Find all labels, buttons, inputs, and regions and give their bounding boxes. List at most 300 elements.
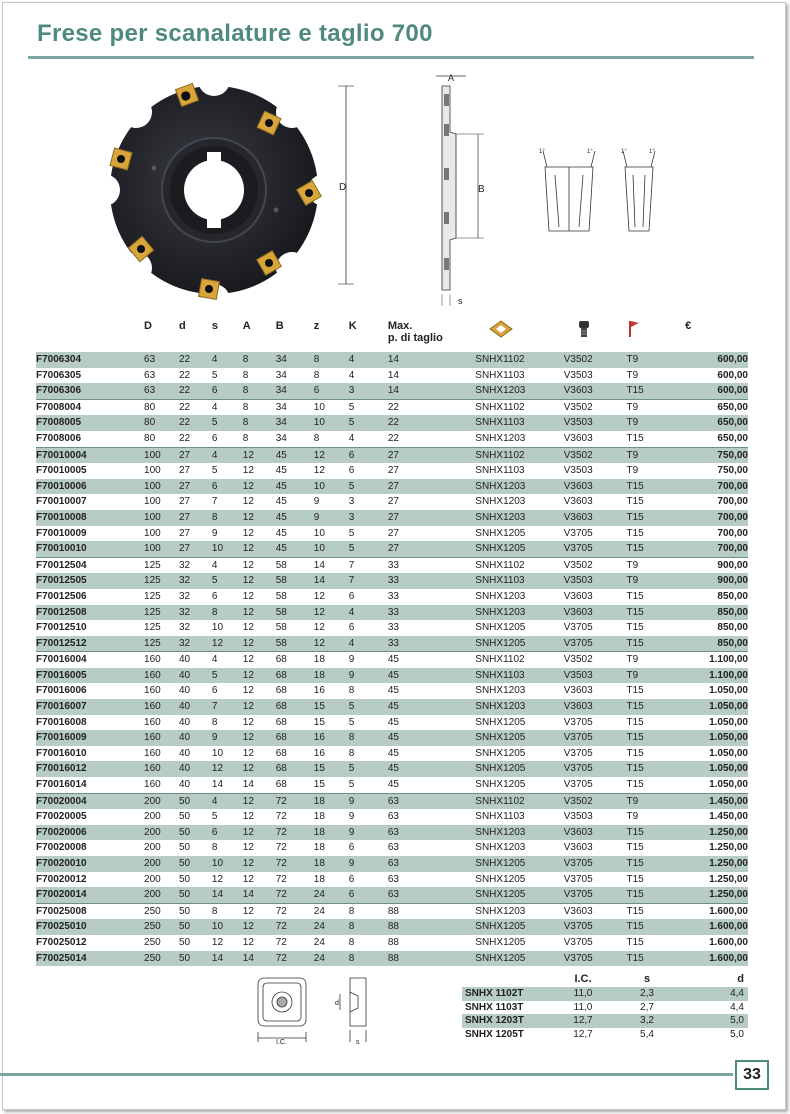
table-row: [36, 793, 748, 809]
cell-price: 900,00: [685, 557, 748, 573]
cell-K: 5: [348, 527, 355, 539]
spec-cell-name: SNHX 1102T: [462, 987, 552, 1001]
cell-s: 7: [212, 699, 243, 715]
cell-insert: SNHX1205: [475, 527, 526, 539]
cell-key: T15: [626, 622, 644, 634]
cell-d: 22: [179, 369, 191, 381]
table-row: [36, 352, 748, 368]
spec-cell-s: 2,7: [640, 1001, 654, 1013]
cell-B: 72: [275, 936, 287, 948]
cell-price: 1.050,00: [709, 779, 748, 791]
cell-insert: SNHX1103: [475, 369, 525, 381]
cell-B: 58: [276, 636, 314, 652]
cell-z: 18: [313, 873, 325, 885]
insert-drawing: [254, 974, 384, 1046]
cell-K: 5: [349, 415, 388, 431]
cell-screw: V3502: [564, 793, 627, 809]
table-row: [36, 919, 748, 935]
cell-price: 850,00: [717, 590, 748, 602]
cell-z: 18: [314, 793, 349, 809]
cell-z: 12: [313, 590, 325, 602]
cell-z: 18: [314, 668, 349, 684]
cell-D: 100: [144, 479, 179, 495]
cell-key: T15: [627, 919, 686, 935]
cell-price: 850,00: [717, 622, 748, 634]
cell-screw: V3603: [563, 432, 593, 444]
cell-B: 34: [275, 432, 287, 444]
cell-K: 8: [349, 919, 388, 935]
cell-D: 100: [144, 527, 161, 539]
cell-s: 6: [212, 479, 243, 495]
cell-B: 58: [275, 590, 287, 602]
cell-screw: V3603: [564, 510, 627, 526]
cell-d: 40: [179, 668, 212, 684]
spec-cell-s: 2,3: [614, 987, 680, 1001]
cell-D: 250: [144, 919, 179, 935]
cell-key: T15: [626, 685, 644, 697]
cell-max: 33: [388, 573, 475, 589]
cell-B: 68: [275, 716, 287, 728]
table-row: [36, 825, 748, 841]
cell-d: 50: [179, 936, 191, 948]
cell-s: 4: [212, 793, 243, 809]
cell-max: 63: [387, 842, 399, 854]
cell-key: T9: [627, 652, 686, 668]
cell-insert: SNHX1102: [475, 652, 563, 668]
table-row: [36, 510, 748, 526]
table-row: [36, 746, 748, 762]
cell-code: F7006304: [36, 352, 144, 368]
cell-price: 1.050,00: [709, 685, 748, 697]
table-row: [36, 415, 748, 431]
col-code: [36, 318, 144, 352]
cell-d: 50: [179, 793, 212, 809]
cell-d: 32: [179, 636, 212, 652]
cell-K: 6: [348, 622, 355, 634]
cell-z: 15: [314, 761, 349, 777]
col-A: A: [242, 320, 251, 332]
cell-screw: V3603: [564, 699, 627, 715]
cell-max: 22: [388, 415, 475, 431]
cell-z: 16: [313, 747, 325, 759]
cell-key: T15: [627, 951, 686, 967]
cell-code: F70010005: [36, 465, 87, 477]
spec-cell-d: 4,4: [680, 987, 748, 1001]
cell-insert: SNHX1203: [475, 903, 563, 919]
col-D: D: [144, 320, 152, 332]
cell-B: 72: [275, 811, 287, 823]
cell-code: F70016012: [36, 761, 144, 777]
cell-code: F70012505: [36, 573, 144, 589]
table-row: [36, 903, 748, 919]
cell-screw: V3705: [563, 527, 593, 539]
cell-price: 1.050,00: [685, 761, 748, 777]
cell-z: 14: [314, 557, 349, 573]
cell-B: 58: [276, 557, 314, 573]
spec-header-row: [462, 970, 748, 987]
cell-D: 200: [144, 793, 179, 809]
cell-A: 12: [243, 510, 276, 526]
cell-insert: SNHX1205: [475, 636, 563, 652]
cell-price: 850,00: [685, 605, 748, 621]
cell-d: 22: [179, 383, 212, 399]
cell-key: T15: [627, 479, 686, 495]
cell-insert: SNHX1203: [475, 605, 563, 621]
cell-code: F70016008: [36, 716, 87, 728]
spec-cell-name: SNHX 1103T: [465, 1001, 524, 1013]
cell-key: T15: [626, 432, 644, 444]
cell-key: T15: [626, 873, 644, 885]
cell-A: 8: [243, 399, 276, 415]
cell-d: 50: [179, 951, 212, 967]
cell-K: 3: [349, 383, 388, 399]
cell-key: T15: [626, 779, 644, 791]
cell-key: T15: [627, 699, 686, 715]
col-K: K: [348, 320, 357, 332]
cell-K: 9: [349, 793, 388, 809]
cell-K: 6: [349, 887, 388, 903]
cell-screw: V3705: [564, 919, 627, 935]
cell-insert: SNHX1203: [475, 383, 563, 399]
cell-s: 8: [211, 716, 218, 728]
cell-K: 5: [349, 541, 388, 557]
cell-insert: SNHX1103: [475, 415, 563, 431]
table-row: [36, 840, 748, 856]
cell-D: 160: [144, 652, 179, 668]
cell-z: 16: [314, 730, 349, 746]
product-table-body: [36, 352, 748, 966]
cell-screw: V3503: [564, 668, 627, 684]
cell-max: 88: [387, 936, 399, 948]
cell-key: T15: [627, 730, 686, 746]
cell-screw: V3705: [563, 936, 593, 948]
cell-D: 125: [144, 557, 179, 573]
cell-key: T9: [627, 573, 686, 589]
cell-screw: V3503: [564, 415, 627, 431]
angle-detail-diagram: [525, 145, 670, 240]
cell-s: 10: [211, 747, 224, 759]
cell-key: T15: [627, 636, 686, 652]
cell-B: 72: [275, 842, 287, 854]
cell-price: 1.050,00: [709, 747, 748, 759]
cell-insert: SNHX1205: [475, 919, 563, 935]
spec-cell-ic: 11,0: [552, 987, 614, 1001]
cell-z: 24: [314, 903, 349, 919]
cell-A: 12: [242, 936, 254, 948]
cell-screw: V3603: [563, 590, 593, 602]
cell-code: F70020004: [36, 793, 144, 809]
spec-cell-d: 5,0: [680, 1014, 748, 1028]
cell-s: 12: [212, 761, 243, 777]
cell-price: 1.450,00: [685, 793, 748, 809]
cell-s: 5: [212, 415, 243, 431]
cell-max: 45: [388, 652, 475, 668]
table-row: [36, 605, 748, 621]
cell-D: 100: [144, 447, 179, 463]
cell-insert: SNHX1205: [475, 716, 526, 728]
cell-s: 6: [211, 685, 218, 697]
cell-d: 27: [179, 479, 212, 495]
cell-screw: V3705: [563, 779, 593, 791]
cell-z: 10: [314, 415, 349, 431]
cell-key: T15: [626, 527, 644, 539]
cell-price: 600,00: [685, 383, 748, 399]
table-row: [36, 479, 748, 495]
cell-B: 45: [276, 541, 314, 557]
screw-icon: [578, 320, 590, 338]
cell-screw: V3603: [563, 496, 593, 508]
cell-d: 40: [179, 699, 212, 715]
cell-s: 9: [211, 527, 218, 539]
cell-d: 27: [179, 510, 212, 526]
cell-code: F70010007: [36, 496, 87, 508]
cell-max: 63: [388, 825, 475, 841]
cell-s: 14: [212, 887, 243, 903]
cell-K: 6: [348, 590, 355, 602]
cell-D: 160: [144, 685, 161, 697]
cell-A: 12: [242, 685, 254, 697]
cell-insert: SNHX1205: [475, 730, 563, 746]
page-number: 33: [735, 1060, 769, 1090]
cell-A: 12: [243, 793, 276, 809]
cell-A: 8: [242, 369, 249, 381]
cell-K: 3: [348, 496, 355, 508]
cell-K: 5: [348, 716, 355, 728]
cell-B: 45: [276, 479, 314, 495]
cell-key: T9: [627, 557, 686, 573]
cell-B: 68: [276, 761, 314, 777]
cell-screw: V3603: [564, 605, 627, 621]
cell-price: 700,00: [717, 527, 748, 539]
cell-D: 160: [144, 699, 179, 715]
table-row: [36, 573, 748, 589]
col-s: s: [211, 320, 219, 332]
cell-max: 27: [388, 510, 475, 526]
cell-price: 750,00: [717, 465, 748, 477]
cell-d: 50: [179, 887, 212, 903]
cell-d: 40: [179, 779, 191, 791]
cell-A: 14: [243, 951, 276, 967]
cell-screw: V3705: [563, 716, 593, 728]
cell-code: F70020010: [36, 856, 144, 872]
cell-D: 200: [144, 811, 161, 823]
cell-screw: V3502: [564, 447, 627, 463]
table-row: [36, 809, 748, 825]
table-row: [36, 777, 748, 793]
cell-d: 40: [179, 652, 212, 668]
cell-A: 12: [242, 842, 254, 854]
cell-z: 16: [313, 685, 325, 697]
cell-z: 9: [313, 496, 320, 508]
cell-s: 4: [212, 352, 243, 368]
title-divider: [28, 56, 754, 59]
cell-B: 34: [276, 399, 314, 415]
insert-d-label: d: [335, 1000, 339, 1007]
cell-K: 4: [349, 605, 388, 621]
cell-insert: SNHX1205: [475, 936, 526, 948]
col-z: z: [313, 320, 320, 332]
cell-screw: V3502: [564, 652, 627, 668]
cell-max: 63: [387, 873, 399, 885]
cell-screw: V3603: [564, 479, 627, 495]
cell-K: 3: [349, 510, 388, 526]
cell-code: F70020008: [36, 842, 87, 854]
cell-screw: V3603: [563, 685, 593, 697]
table-row: [36, 383, 748, 399]
cell-D: 125: [144, 590, 161, 602]
cell-B: 45: [275, 527, 287, 539]
cell-insert: SNHX1102: [475, 447, 563, 463]
cell-K: 4: [349, 352, 388, 368]
cell-D: 80: [144, 399, 179, 415]
cell-B: 45: [276, 510, 314, 526]
cell-code: F7008005: [36, 415, 144, 431]
cell-price: 1.250,00: [709, 842, 748, 854]
cell-d: 27: [179, 447, 212, 463]
cell-s: 14: [211, 779, 224, 791]
cell-s: 4: [212, 447, 243, 463]
cell-K: 5: [348, 779, 355, 791]
cell-key: T15: [626, 590, 644, 602]
spec-cell-s: 3,2: [614, 1014, 680, 1028]
cell-price: 1.600,00: [685, 951, 748, 967]
cell-D: 100: [144, 465, 161, 477]
cell-s: 10: [212, 541, 243, 557]
spec-cell-ic: 12,7: [573, 1028, 593, 1040]
cell-code: F7006306: [36, 383, 144, 399]
cell-insert: SNHX1103: [475, 573, 563, 589]
cell-d: 32: [179, 590, 191, 602]
cell-s: 4: [212, 557, 243, 573]
cell-K: 5: [349, 399, 388, 415]
cell-max: 45: [388, 761, 475, 777]
cell-B: 68: [276, 668, 314, 684]
cell-K: 8: [349, 903, 388, 919]
cell-insert: SNHX1103: [475, 465, 525, 477]
cell-d: 22: [179, 415, 212, 431]
angle-label: 1°: [621, 149, 627, 155]
table-row: [36, 494, 748, 510]
cell-insert: SNHX1203: [475, 685, 526, 697]
cell-key: T15: [626, 747, 644, 759]
cell-s: 5: [212, 668, 243, 684]
product-table: [36, 318, 748, 966]
cell-price: 1.050,00: [685, 730, 748, 746]
table-row: [36, 399, 748, 415]
cell-B: 45: [275, 465, 287, 477]
insert-s-label: s: [356, 1039, 360, 1046]
cell-K: 8: [349, 951, 388, 967]
cell-screw: V3705: [564, 951, 627, 967]
cell-B: 72: [275, 873, 287, 885]
cell-d: 32: [179, 573, 212, 589]
insert-ic-label: I.C.: [276, 1039, 287, 1046]
key-icon: [627, 320, 641, 338]
cell-screw: V3503: [563, 369, 593, 381]
cell-max: 27: [387, 465, 399, 477]
cell-screw: V3705: [564, 856, 627, 872]
cell-K: 5: [349, 761, 388, 777]
cell-A: 12: [242, 496, 254, 508]
cell-A: 12: [242, 811, 254, 823]
table-row: [36, 541, 748, 557]
cell-max: 63: [388, 856, 475, 872]
spec-cell-d: 5,0: [730, 1028, 744, 1040]
cell-d: 40: [179, 761, 212, 777]
cell-insert: SNHX1102: [475, 352, 563, 368]
cell-d: 50: [179, 903, 212, 919]
table-row: [36, 557, 748, 573]
cell-code: F70016010: [36, 747, 87, 759]
cell-screw: V3705: [563, 622, 593, 634]
cell-A: 12: [243, 479, 276, 495]
cell-B: 34: [276, 383, 314, 399]
table-row: [36, 636, 748, 652]
cell-A: 8: [243, 352, 276, 368]
cutter-side-profile: [428, 72, 488, 308]
cell-d: 40: [179, 685, 191, 697]
cell-s: 14: [212, 951, 243, 967]
table-row: [36, 887, 748, 903]
cell-insert: SNHX1205: [475, 779, 526, 791]
cell-z: 15: [313, 716, 325, 728]
cell-D: 100: [144, 496, 161, 508]
cell-price: 1.600,00: [709, 936, 748, 948]
cell-A: 12: [243, 730, 276, 746]
cell-z: 12: [313, 465, 325, 477]
cell-B: 72: [276, 887, 314, 903]
cell-max: 33: [388, 636, 475, 652]
cell-D: 160: [144, 761, 179, 777]
cell-s: 8: [211, 842, 218, 854]
cell-max: 33: [387, 590, 399, 602]
cell-D: 160: [144, 779, 161, 791]
table-row: [36, 526, 748, 542]
cell-d: 27: [179, 496, 191, 508]
cell-screw: V3705: [564, 887, 627, 903]
cell-price: 1.600,00: [685, 903, 748, 919]
cell-d: 50: [179, 825, 212, 841]
cell-s: 5: [211, 465, 218, 477]
table-row: [36, 730, 748, 746]
cell-D: 200: [144, 842, 161, 854]
col-max-line2: p. di taglio: [387, 332, 443, 344]
spec-cell-ic: 11,0: [573, 1001, 593, 1013]
cell-d: 32: [179, 605, 212, 621]
cell-B: 68: [275, 779, 287, 791]
dim-s-label: s: [458, 296, 463, 306]
cell-D: 80: [144, 415, 179, 431]
cell-price: 1.250,00: [685, 887, 748, 903]
cell-insert: SNHX1203: [475, 825, 563, 841]
cell-A: 12: [243, 605, 276, 621]
cell-A: 12: [242, 716, 254, 728]
cell-A: 14: [242, 779, 254, 791]
cell-z: 10: [313, 527, 325, 539]
dim-B-label: B: [478, 184, 485, 195]
cell-insert: SNHX1203: [475, 496, 526, 508]
spec-col-name: [462, 970, 552, 987]
cell-K: 9: [349, 856, 388, 872]
cell-B: 58: [275, 622, 287, 634]
cell-B: 72: [276, 793, 314, 809]
cell-price: 1.050,00: [709, 716, 748, 728]
cell-screw: V3705: [563, 747, 593, 759]
cell-A: 8: [243, 383, 276, 399]
cell-d: 27: [179, 527, 191, 539]
cell-code: F70016007: [36, 699, 144, 715]
cell-s: 6: [211, 590, 218, 602]
